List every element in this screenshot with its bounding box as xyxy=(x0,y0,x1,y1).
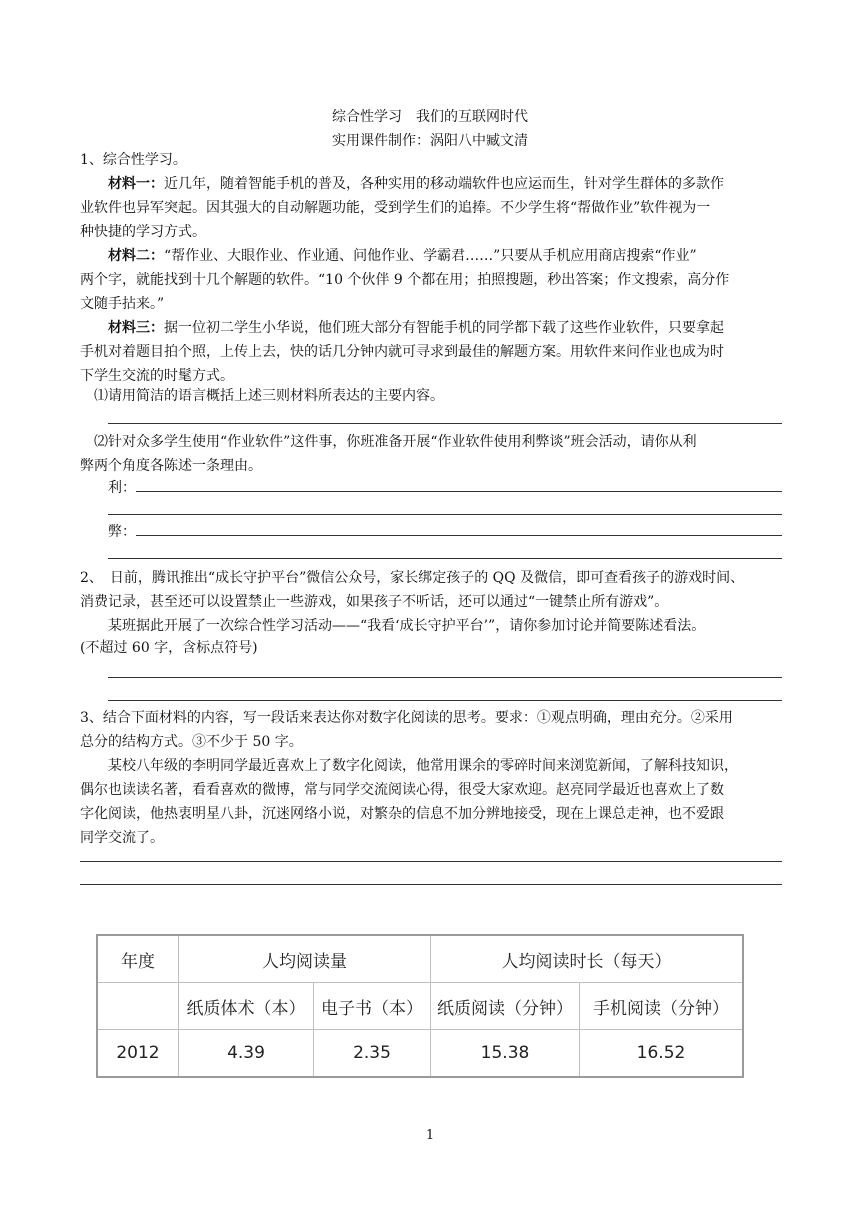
q1-material-2-line-1 xyxy=(108,246,697,266)
table-header-row xyxy=(97,935,743,983)
q1-material-3-line-2: 手机对着题目拍个照，上传上去，快的话几分钟内就可寻求到最佳的解题方案。用软件来问作业也成为时 xyxy=(80,344,724,360)
answer-line[interactable] xyxy=(108,700,782,701)
q2-line-4: (不超过 60 字，含标点符号) xyxy=(80,640,258,656)
table-subheader-row xyxy=(97,983,743,1030)
value-paper-books: 4.39 xyxy=(179,1030,314,1078)
q3-line-5: 字化阅读，他热衷明星八卦，沉迷网络小说，对繁杂的信息不加分辨地接受，现在上课总走神，也不爱跟 xyxy=(80,806,724,822)
subheader-paper-books: 纸质体术（本） xyxy=(179,983,314,1030)
advantage-label: 利： xyxy=(108,480,136,496)
q2-line-1: 2、 日前，腾讯推出“成长守护平台”微信公众号，家长绑定孩子的 QQ 及微信，即可查看孩子的游戏时间、 xyxy=(80,570,745,586)
reading-statistics-table xyxy=(96,934,744,1078)
q3-line-6: 同学交流了。 xyxy=(80,830,164,846)
page-number: 1 xyxy=(425,1128,435,1143)
q1-material-1-line-3: 种快捷的学习方式。 xyxy=(80,224,206,240)
q2-line-3: 某班据此开展了一次综合性学习活动——“我看‘成长守护平台’”，请你参加讨论并简要陈述看法。 xyxy=(108,618,706,634)
row-year: 2012 xyxy=(97,1030,179,1078)
material-3-label: 材料三： xyxy=(108,320,164,336)
q1-material-2-line-2: 两个字，就能找到十几个解题的软件。“10 个伙伴 9 个都在用；拍照搜题，秒出答案；作文搜索，高分作 xyxy=(80,272,730,288)
material-1-label: 材料一： xyxy=(108,176,164,192)
material-2-text: “帮作业、大眼作业、作业通、问他作业、学霸君……”只要从手机应用商店搜索“作业” xyxy=(164,248,697,264)
q1-subquestion-1: ⑴请用简洁的语言概括上述三则材料所表达的主要内容。 xyxy=(94,388,444,404)
header-per-capita-reading-time: 人均阅读时长（每天） xyxy=(431,935,744,983)
value-paper-reading: 15.38 xyxy=(431,1030,580,1078)
q1-material-3-line-1 xyxy=(108,318,724,338)
q3-line-2: 总分的结构方式。③不少于 50 字。 xyxy=(80,734,303,750)
q3-line-1: 3、结合下面材料的内容，写一段话来表达你对数字化阅读的思考。要求：①观点明确，理由充分。②采用 xyxy=(80,710,733,726)
answer-line[interactable] xyxy=(80,861,782,862)
q1-material-1-line-1 xyxy=(108,174,724,194)
q1-subquestion-2-line-2: 弊两个角度各陈述一条理由。 xyxy=(80,458,262,474)
q1-material-3-line-3: 下学生交流的时髦方式。 xyxy=(80,368,234,384)
material-2-label: 材料二： xyxy=(108,248,164,264)
value-ebooks: 2.35 xyxy=(314,1030,431,1078)
q3-line-4: 偶尔也读读名著，看看喜欢的微博，常与同学交流阅读心得，很受大家欢迎。赵亮同学最近也喜欢上了数 xyxy=(80,782,724,798)
document-title: 综合性学习 我们的互联网时代 xyxy=(332,109,528,125)
empty-cell xyxy=(97,983,179,1030)
q1-material-2-line-3: 文随手拈来。” xyxy=(80,296,165,312)
answer-line[interactable] xyxy=(136,535,782,536)
q1-material-1-line-2: 业软件也异军突起。因其强大的自动解题功能，受到学生们的追捧。不少学生将“帮做作业”软件视为一 xyxy=(80,200,711,216)
subheader-paper-reading: 纸质阅读（分钟） xyxy=(431,983,580,1030)
answer-line[interactable] xyxy=(108,514,782,515)
subheader-mobile-reading: 手机阅读（分钟） xyxy=(580,983,744,1030)
disadvantage-label: 弊： xyxy=(108,524,136,540)
header-year: 年度 xyxy=(97,935,179,983)
answer-line[interactable] xyxy=(80,884,782,885)
subheader-ebooks: 电子书（本） xyxy=(314,983,431,1030)
q1-heading: 1、综合性学习。 xyxy=(80,152,187,168)
material-3-text: 据一位初二学生小华说，他们班大部分有智能手机的同学都下载了这些作业软件，只要拿起 xyxy=(164,320,724,336)
answer-line[interactable] xyxy=(108,677,782,678)
answer-line[interactable] xyxy=(108,558,782,559)
document-author: 实用课件制作：涡阳八中臧文清 xyxy=(332,133,528,149)
material-1-text: 近几年，随着智能手机的普及，各种实用的移动端软件也应运而生，针对学生群体的多款作 xyxy=(164,176,724,192)
answer-line[interactable] xyxy=(108,423,782,424)
value-mobile-reading: 16.52 xyxy=(580,1030,744,1078)
q3-line-3: 某校八年级的李明同学最近喜欢上了数字化阅读，他常用课余的零碎时间来浏览新闻，了解科技知识， xyxy=(108,758,738,774)
table-row xyxy=(97,1030,743,1078)
q2-line-2: 消费记录，甚至还可以设置禁止一些游戏，如果孩子不听话，还可以通过“一键禁止所有游戏”。 xyxy=(80,594,669,610)
q1-subquestion-2-line-1: ⑵针对众多学生使用“作业软件”这件事，你班准备开展“作业软件使用利弊谈”班会活动，请你从利 xyxy=(94,434,697,450)
answer-line[interactable] xyxy=(136,491,782,492)
header-per-capita-reading: 人均阅读量 xyxy=(179,935,431,983)
